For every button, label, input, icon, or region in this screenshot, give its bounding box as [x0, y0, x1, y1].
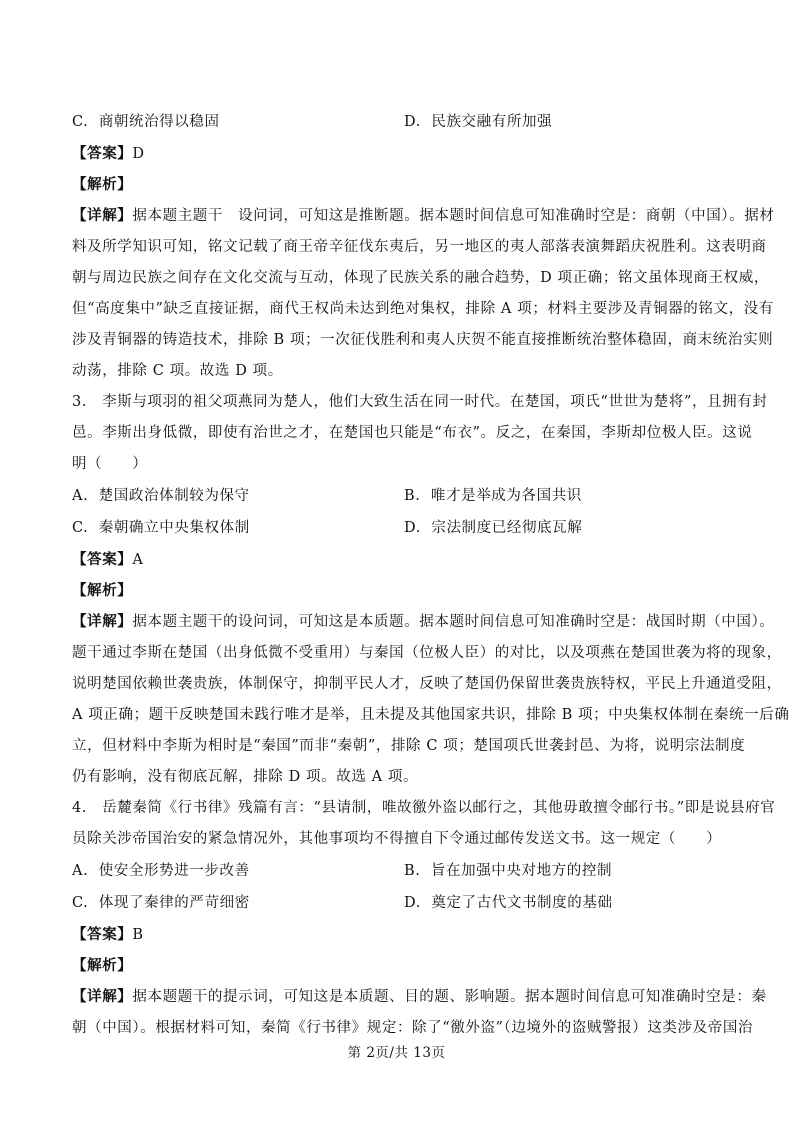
q2-analysis-heading: 【解析】: [72, 176, 133, 193]
q3-stem-line-3: 明（ ）: [72, 456, 148, 472]
q4-option-a: A. 使安全形势进一步改善: [72, 863, 250, 879]
q2-option-c: C. 商朝统治得以稳固: [72, 114, 220, 130]
q4-option-b: B. 旨在加强中央对地方的控制: [404, 863, 613, 879]
q3-option-a: A. 楚国政治体制较为保守: [72, 488, 250, 504]
q3-stem-line-2: 邑。李斯出身低微，即使有治世之才，在楚国也只能是“布衣”。反之，在秦国，李斯却位极人臣。这说: [72, 425, 753, 441]
q4-detail-line-1: 【详解】据本题题干的提示词，可知这是本质题、目的题、影响题。据本题时间信息可知准确时空是：秦: [72, 988, 767, 1005]
q4-options-row-2: [72, 893, 732, 913]
q4-analysis-heading: 【解析】: [72, 957, 133, 974]
q3-detail-line-1: 【详解】据本题主题干的设问词，可知这是本质题。据本题时间信息可知准确时空是：战国时期（中国）。: [72, 613, 775, 630]
q2-detail-line-2: 料及所学知识可知，铭文记载了商王帝辛征伐东夷后，另一地区的夷人部落表演舞蹈庆祝胜利。这表明商: [72, 239, 767, 255]
q4-options-row-1: [72, 861, 732, 881]
q3-options-row-2: [72, 518, 732, 538]
q4-stem-line-1: 4. 岳麓秦简《行书律》残篇有言：“县请制，唯故徼外盗以邮行之，其他毋敢擅令邮行书。”即是说县府官: [72, 800, 776, 816]
q3-option-c: C. 秦朝确立中央集权体制: [72, 520, 250, 536]
q4-option-c: C. 体现了秦律的严苛细密: [72, 895, 250, 911]
q3-detail-line-5: 立，但材料中李斯为相时是“秦国”而非“秦朝”，排除 C 项；楚国项氏世袭封邑、为将，说明宗法制度: [72, 738, 746, 754]
q3-detail-line-4: A 项正确；题干反映楚国未践行唯才是举，且未提及其他国家共识，排除 B 项；中央集权体制在秦统一后确: [72, 707, 790, 723]
q3-option-d: D. 宗法制度已经彻底瓦解: [404, 520, 583, 536]
q4-option-d: D. 奠定了古代文书制度的基础: [404, 895, 613, 911]
q2-options-row: [72, 112, 732, 132]
q2-detail-line-6: 动荡，排除 C 项。故选 D 项。: [72, 363, 283, 379]
q2-answer: 【答案】D: [72, 145, 145, 162]
q3-detail-line-6: 仍有影响，没有彻底瓦解，排除 D 项。故选 A 项。: [72, 769, 419, 785]
q2-option-d: D. 民族交融有所加强: [404, 114, 553, 130]
q3-analysis-heading: 【解析】: [72, 582, 133, 599]
q4-stem-line-2: 员除关涉帝国治安的紧急情况外，其他事项均不得擅自下令通过邮传发送文书。这一规定（ ）: [72, 831, 722, 847]
q4-answer: 【答案】B: [72, 926, 144, 943]
q3-option-b: B. 唯才是举成为各国共识: [404, 488, 582, 504]
q3-detail-line-3: 说明楚国依赖世袭贵族，体制保守，抑制平民人才，反映了楚国仍保留世袭贵族特权，平民上升通道受阻，: [72, 676, 782, 692]
q4-detail-line-2: 朝（中国）。根据材料可知，秦简《行书律》规定：除了“徼外盗”（边境外的盗贼警报）这类涉及帝国治: [72, 1020, 754, 1036]
q3-stem-line-1: 3. 李斯与项羽的祖父项燕同为楚人，他们大致生活在同一时代。在楚国，项氏“世世为楚将”，且拥有封: [72, 394, 768, 410]
page-footer: 第 2页/共 13页: [347, 1045, 446, 1061]
q2-detail-line-1: 【详解】据本题主题干 设问词，可知这是推断题。据本题时间信息可知准确时空是：商朝（中国）。据材: [72, 207, 775, 224]
q3-options-row-1: [72, 486, 732, 506]
q2-detail-line-4: 但“高度集中”缺乏直接证据，商代王权尚未达到绝对集权，排除 A 项；材料主要涉及青铜器的铭文，没有: [72, 301, 774, 317]
q3-answer: 【答案】A: [72, 551, 144, 568]
q3-detail-line-2: 题干通过李斯在楚国（出身低微不受重用）与秦国（位极人臣）的对比，以及项燕在楚国世袭为将的现象，: [72, 645, 782, 661]
q2-detail-line-3: 朝与周边民族之间存在文化交流与互动，体现了民族关系的融合趋势，D 项正确；铭文虽体现商王权威，: [72, 270, 769, 286]
q2-detail-line-5: 涉及青铜器的铸造技术，排除 B 项；一次征伐胜利和夷人庆贺不能直接推断统治整体稳固，商末统治实则: [72, 332, 774, 348]
